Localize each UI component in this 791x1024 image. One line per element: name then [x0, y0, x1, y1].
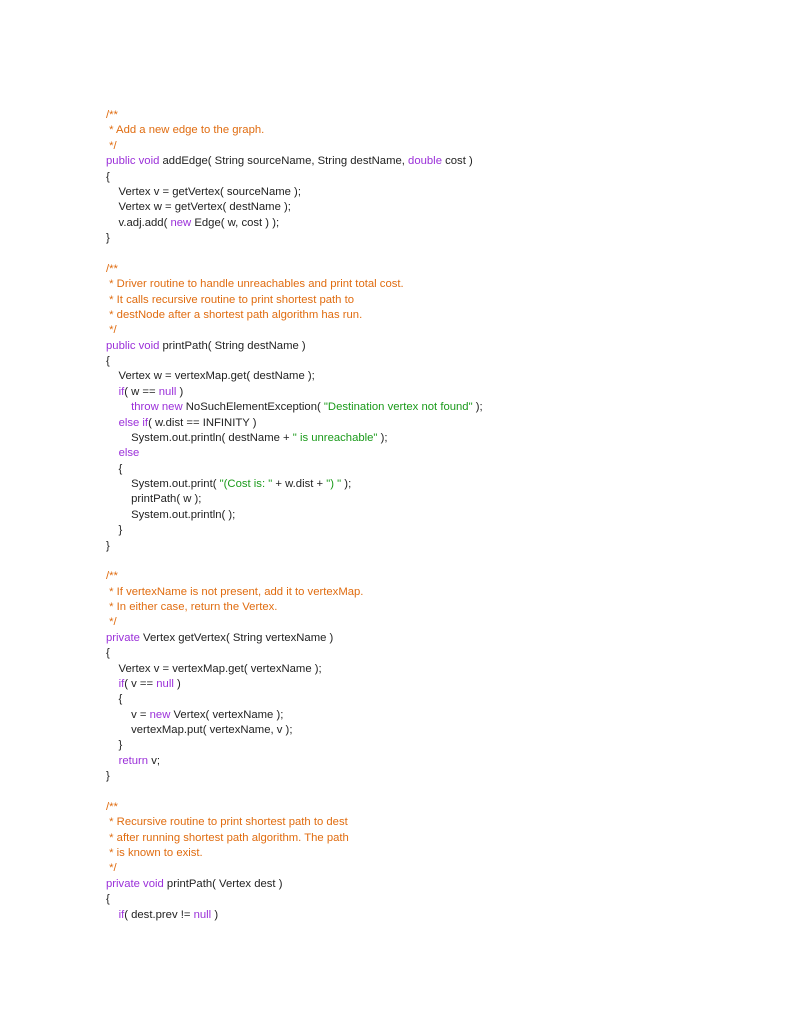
plain-token: v.adj.add( — [106, 216, 171, 229]
code-line — [106, 492, 746, 507]
plain-token: Vertex v = vertexMap.get( vertexName ); — [106, 662, 322, 675]
comment-token: * It calls recursive routine to print shortest path to — [106, 293, 355, 306]
code-line — [106, 185, 746, 200]
plain-token: } — [106, 232, 110, 244]
plain-token: printPath( Vertex dest ) — [163, 877, 283, 890]
plain-token: ) — [211, 908, 219, 921]
code-line — [106, 154, 746, 169]
comment-token: * Recursive routine to print shortest path to dest — [106, 816, 348, 829]
code-line — [106, 431, 746, 446]
plain-token: printPath( w ); — [106, 493, 202, 506]
code-line — [106, 677, 746, 692]
code-line — [106, 615, 746, 630]
code-line — [106, 631, 746, 646]
keyword-token: if — [118, 908, 125, 921]
plain-token: } — [106, 539, 110, 552]
code-line — [106, 508, 746, 523]
keyword-token: new — [170, 216, 192, 229]
plain-token: ); — [377, 431, 388, 444]
plain-token: ( w == — [124, 385, 159, 398]
plain-token: Vertex v = getVertex( sourceName ); — [106, 185, 301, 198]
keyword-token: else — [118, 447, 140, 460]
code-line — [106, 569, 746, 584]
code-line — [106, 723, 746, 738]
code-line — [106, 692, 746, 707]
code-listing — [106, 108, 746, 923]
plain-token: NoSuchElementException( — [182, 401, 324, 414]
code-line — [106, 216, 746, 231]
code-line — [106, 293, 746, 308]
code-line — [106, 400, 746, 415]
keyword-token: if — [118, 677, 125, 690]
code-line — [106, 262, 746, 277]
keyword-token: if — [118, 385, 125, 398]
comment-token: */ — [106, 616, 117, 629]
plain-token: Vertex w = vertexMap.get( destName ); — [106, 370, 315, 383]
keyword-token: public void — [106, 155, 160, 168]
keyword-token: null — [156, 677, 174, 690]
code-line — [106, 892, 746, 907]
plain-token: ) — [173, 677, 181, 690]
code-line — [106, 585, 746, 600]
comment-token: * is known to exist. — [106, 847, 203, 859]
plain-token — [106, 909, 119, 921]
code-line — [106, 416, 746, 431]
plain-token: addEdge( String sourceName, String destName, — [159, 155, 409, 168]
keyword-token: null — [158, 385, 177, 398]
code-line — [106, 877, 746, 892]
plain-token: ); — [472, 401, 483, 414]
code-line — [106, 908, 746, 923]
plain-token — [106, 417, 119, 429]
code-line — [106, 139, 746, 154]
code-line — [106, 277, 746, 292]
code-line — [106, 754, 746, 769]
code-line — [106, 800, 746, 815]
code-line — [106, 462, 746, 477]
code-line — [106, 708, 746, 723]
comment-token: /** — [106, 109, 118, 121]
plain-token: } — [106, 770, 110, 783]
code-line — [106, 446, 746, 461]
blank-line — [106, 554, 746, 569]
code-line — [106, 477, 746, 492]
plain-token: vertexMap.put( vertexName, v ); — [106, 724, 293, 736]
plain-token — [106, 678, 119, 690]
code-line — [106, 846, 746, 861]
plain-token: System.out.println( destName + — [106, 431, 293, 444]
plain-token: { — [106, 893, 110, 906]
plain-token: { — [106, 355, 110, 367]
plain-token: Vertex getVertex( String vertexName ) — [139, 631, 334, 644]
comment-token: /** — [106, 800, 118, 813]
plain-token: ( w.dist == INFINITY ) — [148, 416, 257, 429]
plain-token — [106, 386, 119, 398]
plain-token: ( dest.prev != — [124, 908, 194, 921]
comment-token: /** — [106, 570, 118, 583]
comment-token: * after running shortest path algorithm. The path — [106, 831, 349, 844]
keyword-token: private — [106, 631, 140, 644]
code-line — [106, 861, 746, 876]
string-token: " is unreachable" — [292, 431, 378, 444]
comment-token: * Add a new edge to the graph. — [106, 124, 265, 137]
plain-token: Vertex( vertexName ); — [170, 708, 284, 721]
plain-token: { — [106, 693, 123, 706]
comment-token: * destNode after a shortest path algorithm has run. — [106, 308, 363, 321]
string-token: "(Cost is: " — [219, 478, 273, 490]
plain-token — [106, 755, 119, 767]
keyword-token: new — [149, 708, 171, 721]
comment-token: */ — [106, 324, 117, 337]
plain-token: } — [106, 739, 123, 752]
code-line — [106, 354, 746, 369]
code-line — [106, 738, 746, 753]
plain-token: System.out.print( — [106, 478, 220, 490]
code-line — [106, 231, 746, 246]
code-line — [106, 200, 746, 215]
code-line — [106, 646, 746, 661]
plain-token: ( v == — [124, 677, 157, 690]
plain-token — [106, 401, 131, 413]
code-line — [106, 600, 746, 615]
code-line — [106, 170, 746, 185]
code-line — [106, 385, 746, 400]
keyword-token: double — [408, 155, 442, 168]
keyword-token: return — [118, 754, 149, 767]
comment-token: */ — [106, 139, 117, 152]
plain-token: + w.dist + — [272, 478, 327, 490]
plain-token: cost ) — [441, 155, 473, 168]
keyword-token: else if — [118, 416, 149, 429]
comment-token: /** — [106, 262, 118, 275]
plain-token: ) — [176, 385, 184, 398]
code-line — [106, 108, 746, 123]
plain-token: Vertex w = getVertex( destName ); — [106, 201, 291, 214]
plain-token: { — [106, 462, 123, 475]
plain-token: { — [106, 647, 110, 660]
blank-line — [106, 246, 746, 261]
plain-token: ); — [341, 478, 352, 490]
code-line — [106, 123, 746, 138]
code-line — [106, 662, 746, 677]
keyword-token: public void — [106, 339, 160, 352]
comment-token: */ — [106, 862, 117, 875]
plain-token: v = — [106, 708, 150, 721]
code-line — [106, 323, 746, 338]
code-line — [106, 831, 746, 846]
plain-token: } — [106, 524, 123, 537]
comment-token: * Driver routine to handle unreachables and print total cost. — [106, 278, 404, 291]
code-line — [106, 369, 746, 384]
code-line — [106, 815, 746, 830]
plain-token: v; — [148, 754, 161, 767]
keyword-token: throw new — [131, 401, 183, 414]
plain-token: System.out.println( ); — [106, 508, 236, 521]
string-token: ") " — [326, 478, 342, 490]
code-line — [106, 523, 746, 538]
plain-token — [106, 447, 119, 459]
keyword-token: null — [193, 908, 212, 921]
comment-token: * If vertexName is not present, add it to vertexMap. — [106, 585, 364, 598]
plain-token: Edge( w, cost ) ); — [191, 216, 280, 229]
keyword-token: private void — [106, 877, 164, 890]
code-line — [106, 539, 746, 554]
plain-token: printPath( String destName ) — [159, 339, 306, 352]
comment-token: * In either case, return the Vertex. — [106, 601, 278, 613]
code-line — [106, 769, 746, 784]
blank-line — [106, 785, 746, 800]
code-line — [106, 308, 746, 323]
plain-token: { — [106, 170, 110, 183]
code-line — [106, 339, 746, 354]
string-token: "Destination vertex not found" — [323, 401, 473, 414]
